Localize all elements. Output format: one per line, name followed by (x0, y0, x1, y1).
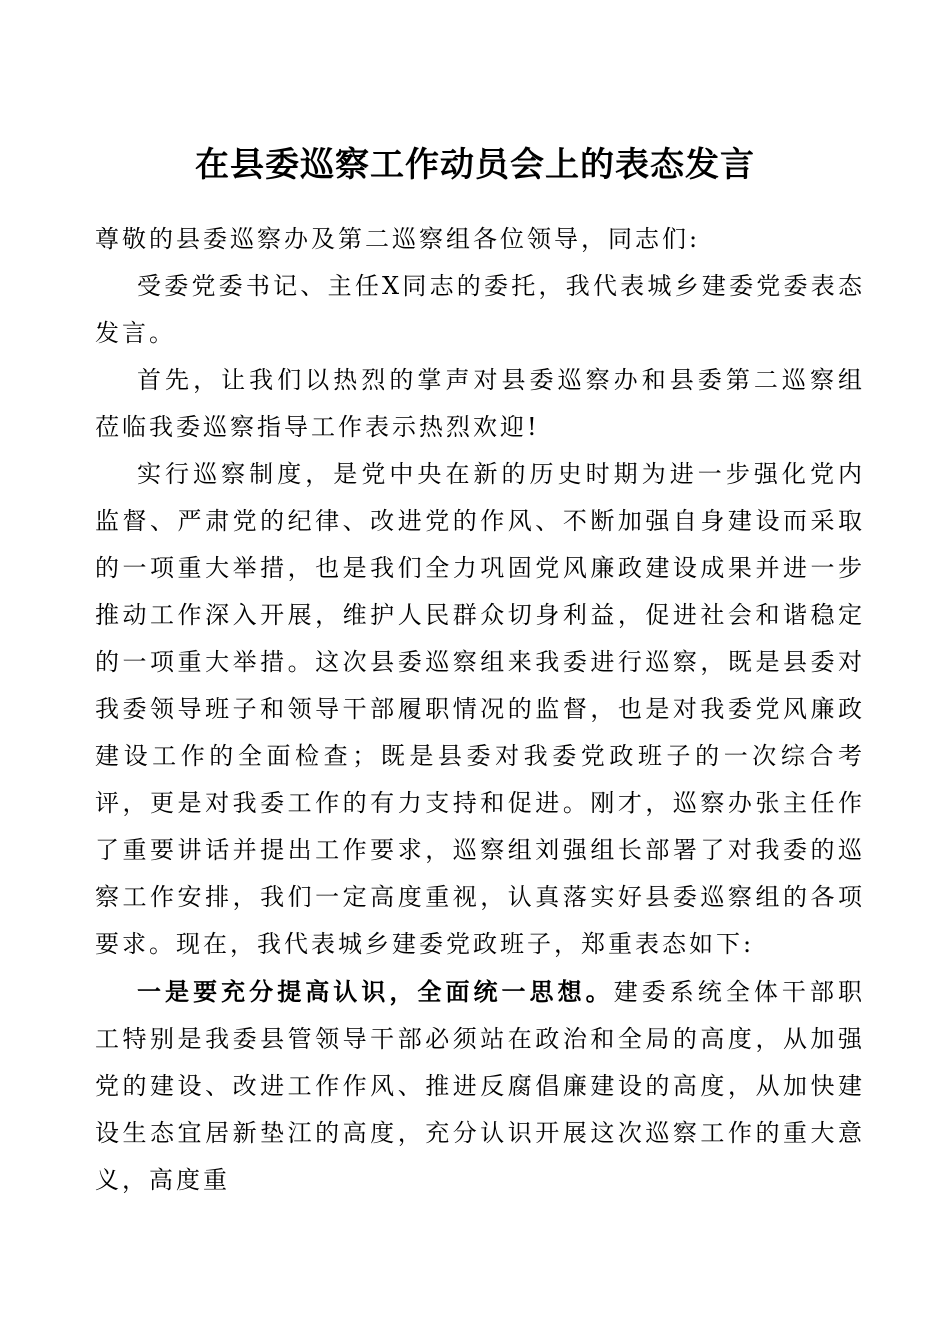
paragraph-point-one (95, 968, 865, 1204)
salutation: 尊敬的县委巡察办及第二巡察组各位领导，同志们: (95, 225, 701, 253)
point-one-heading: 一是要充分提高认识，全面统一思想。 (137, 977, 614, 1006)
document-title: 在县委巡察工作动员会上的表态发言 (195, 145, 755, 185)
paragraph-welcome: 首先，让我们以热烈的掌声对县委巡察办和县委第二巡察组莅临我委巡察指导工作表示热烈欢迎! (95, 366, 865, 441)
paragraph-entrusted: 受委党委书记、主任X同志的委托，我代表城乡建委党委表态发言。 (95, 272, 865, 347)
paragraph-inspection-system: 实行巡察制度，是党中央在新的历史时期为进一步强化党内监督、严肃党的纪律、改进党的作风、不断加强自身建设而采取的一项重大举措，也是我们全力巩固党风廉政建设成果并进一步推动工作深入开展，维护人民群众切身利益，促进社会和谐稳定的一项重大举措。这次县委巡察组来我委进行巡察，既是县委对我委领导班子和领导干部履职情况的监督，也是对我委党风廉政建设工作的全面检查；既是县委对我委党政班子的一次综合考评，更是对我委工作的有力支持和促进。刚才，巡察办张主任作了重要讲话并提出工作要求，巡察组刘强组长部署了对我委的巡察工作安排，我们一定高度重视，认真落实好县委巡察组的各项要求。现在，我代表城乡建委党政班子，郑重表态如下: (95, 460, 865, 958)
point-one-text: 建委系统全体干部职工特别是我委县管领导干部必须站在政治和全局的高度，从加强党的建设、改进工作作风、推进反腐倡廉建设的高度，从加快建设生态宜居新垫江的高度，充分认识开展这次巡察工作的重大意义，高度重 (95, 978, 866, 1194)
document-body (95, 216, 865, 1204)
